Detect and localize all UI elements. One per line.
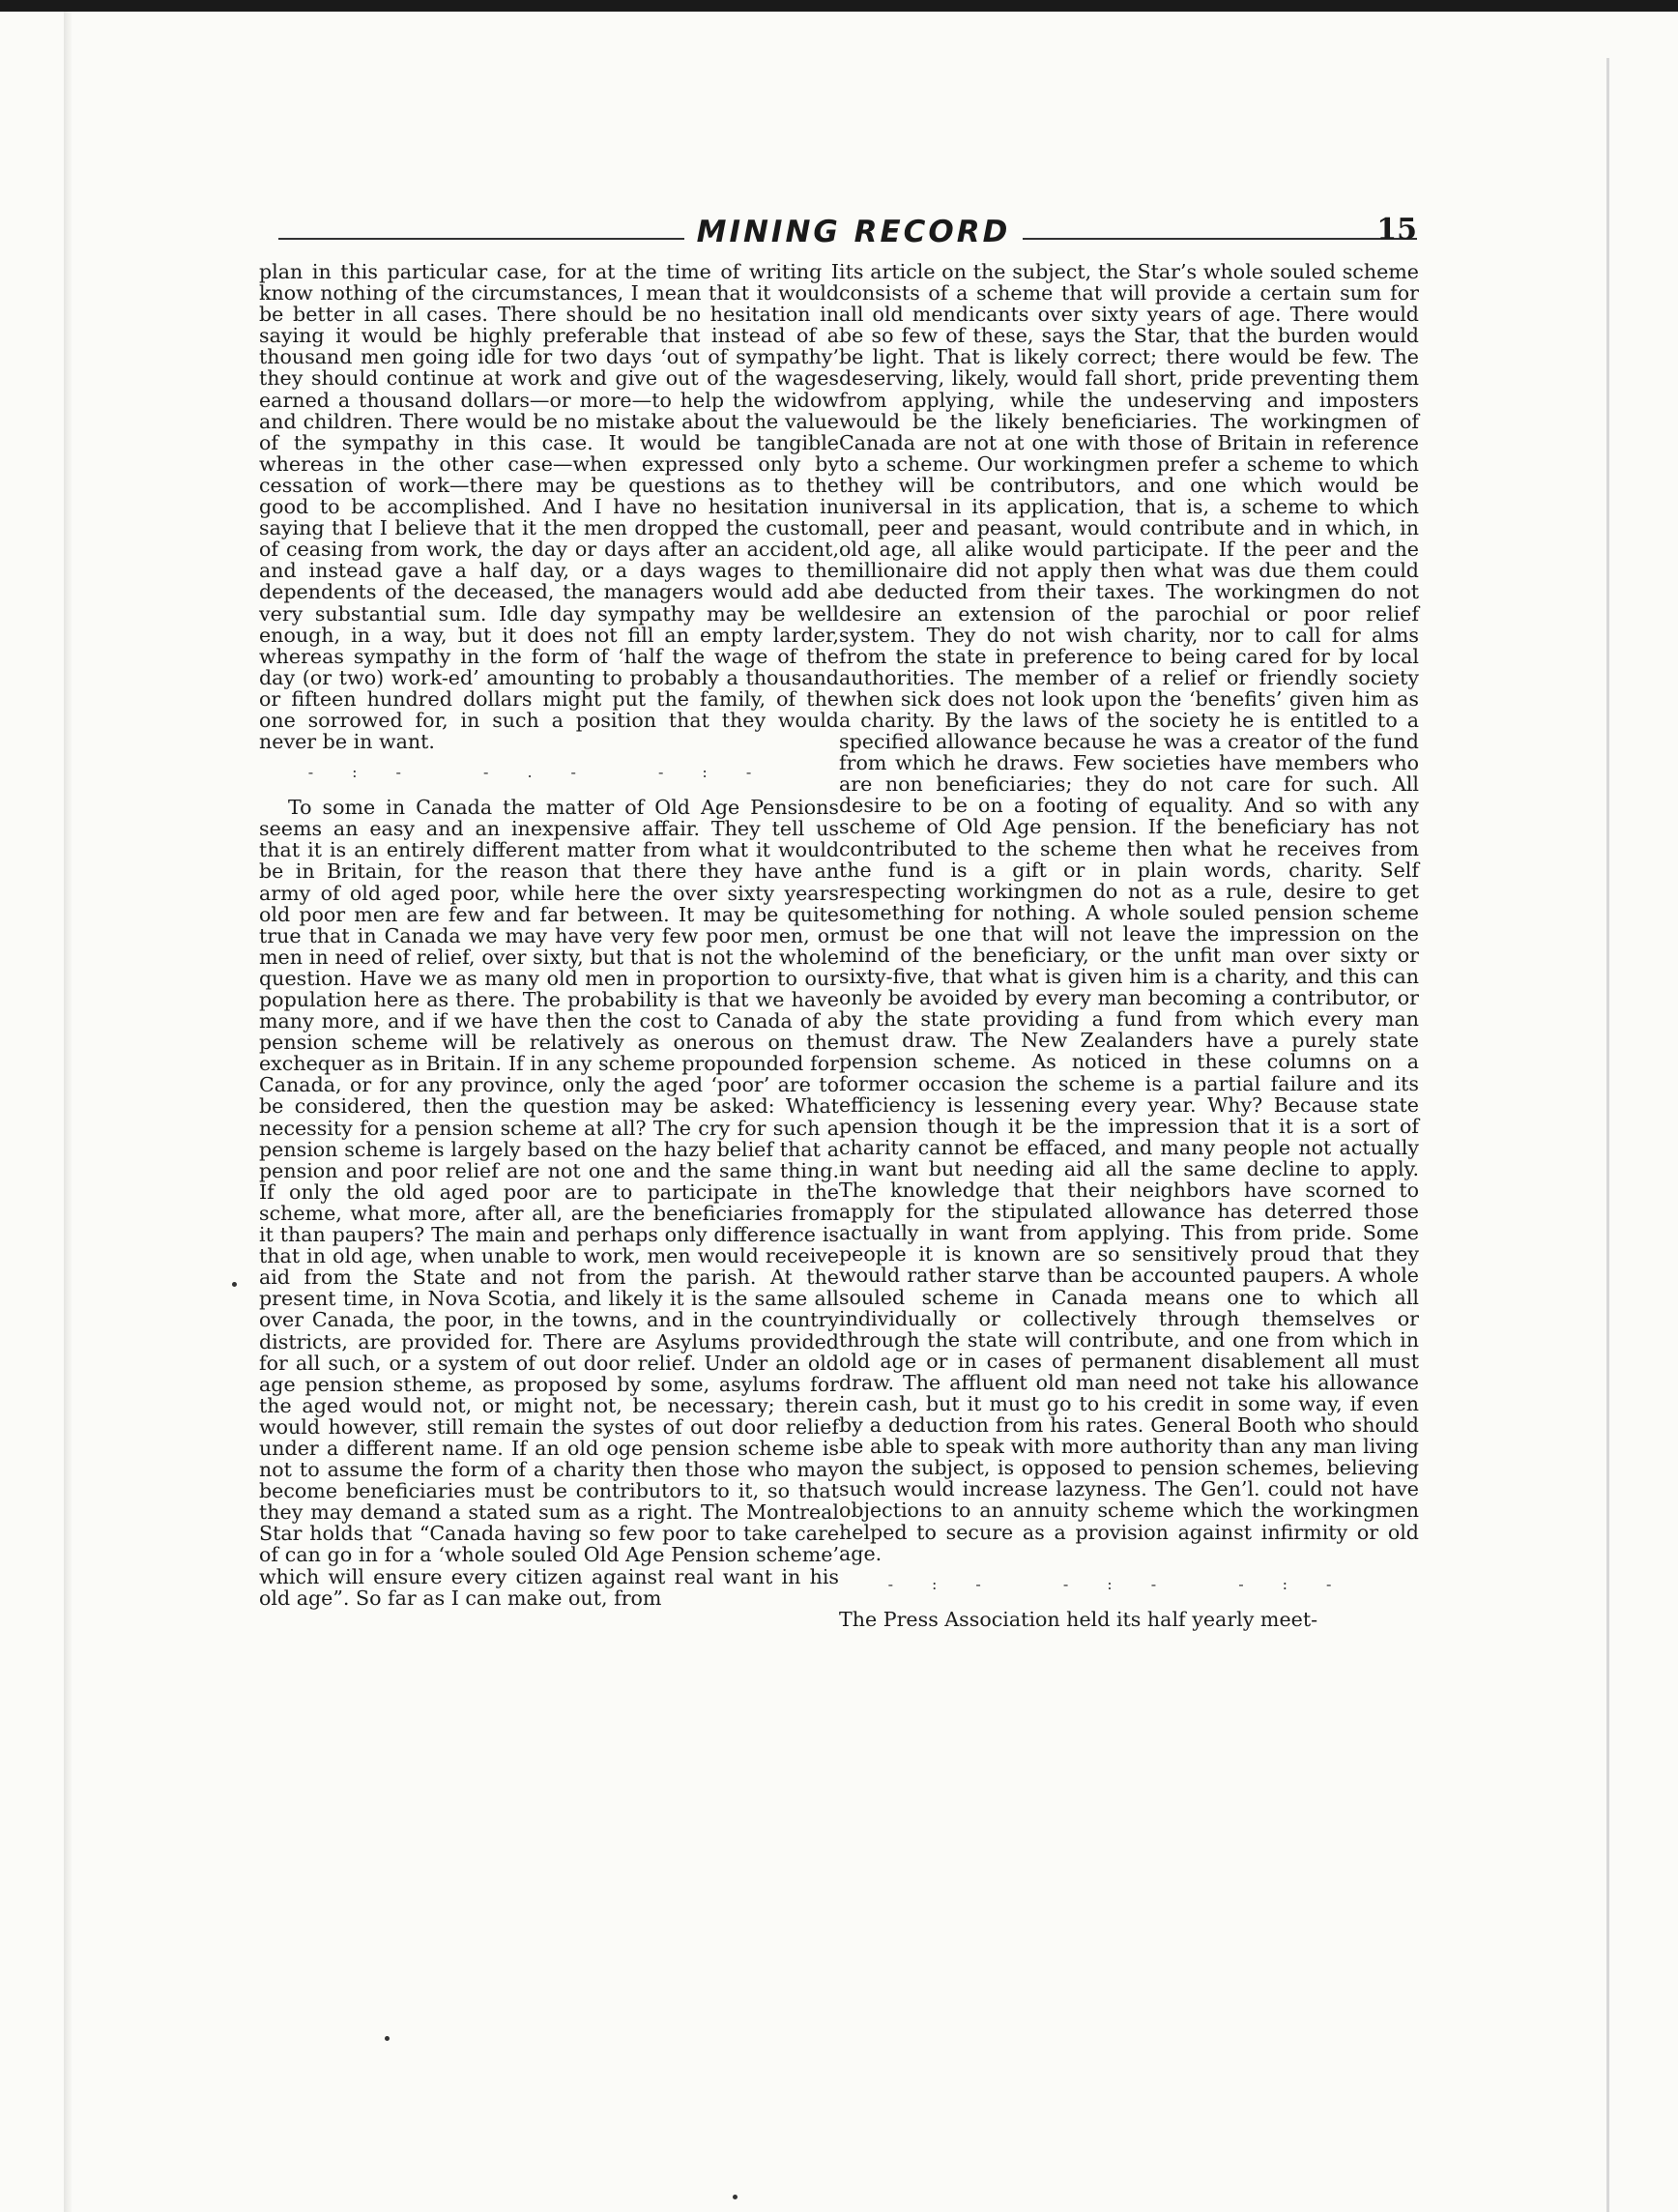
running-head <box>278 213 1417 253</box>
section-divider-right: -:- -:- -:- <box>887 1574 1371 1593</box>
page-binding-edge <box>64 12 72 2212</box>
section-divider-left: -:- -.- -:- <box>307 763 791 782</box>
page-right-edge <box>1606 58 1609 2212</box>
journal-title: MINING RECORD <box>696 215 1011 249</box>
page-number: 15 <box>1376 213 1417 247</box>
header-rule-left <box>278 238 684 240</box>
margin-speck <box>733 2195 738 2199</box>
scan-top-border <box>0 0 1678 12</box>
margin-speck <box>232 1282 237 1287</box>
right-paragraph-pension-scheme: its article on the subject, the Star’s whole souled scheme consists of a scheme that will provide a certain sum for all old mendicants over sixty years of age. There would be so few of these, says the Star, that the burden would be light. That is likely correct; there would be few. The deserving, likely, would fall short, pride preventing them from applying, while the undeserving and imposters would be the likely beneficiaries. The workingmen of Canada are not at one with those of Britain in reference to a scheme. Our workingmen prefer a scheme to which they will be contributors, and one which would be universal in its application, that is, a scheme to which all, peer and peasant, would contribute and in which, in old age, all alike would participate. If the peer and the millionaire did not apply then what was due them could be deducted from their taxes. The workingmen do not desire an extension of the parochial or poor relief system. They do not wish charity, nor to call for alms from the state in preference to being cared for by local authorities. The member of a relief or friendly society when sick does not look upon the ‘benefits’ given him as a charity. By the laws of the society he is entitled to a specified allowance because he was a creator of the fund from which he draws. Few societies have members who are non beneficiaries; they do not care for such. All desire to be on a footing of equality. And so with any scheme of Old Age pension. If the beneficiary has not contributed to the scheme then what he receives from the fund is a gift or in plain words, charity. Self respecting workingmen do not as a rule, desire to get something for nothing. A whole souled pension scheme must be one that will not leave the impression on the mind of the beneficiary, or the unfit man over sixty or sixty-five, that what is given him is a charity, and this can only be avoided by every man becoming a contributor, or by the state providing a fund from which every man must draw. The New Zealanders have a purely state pension scheme. As noticed in these columns on a former occasion the scheme is a partial failure and its efficiency is lessening every year. Why? Because state pension though it be the impression that it is a sort of charity cannot be effaced, and many people not actually in want but needing aid all the same decline to apply. The knowledge that their neighbors have scorned to apply for the stipulated allowance has deterred those actually in want from applying. This from pride. Some people it is known are so sensitively proud that they would rather starve than be accounted paupers. A whole souled scheme in Canada means one to which all individually or collectively through themselves or through the state will contribute, and one from which in old age or in cases of permanent disablement all must draw. The affluent old man need not take his allowance in cash, but it must go to his credit in some way, if even by a deduction from his rates. General Booth who should be able to speak with more authority than any man living on the subject, is opposed to pension schemes, believing such would increase lazyness. The Gen’l. could not have objections to an annuity scheme which the workingmen helped to secure as a provision against infirmity or old age. <box>839 260 1419 1565</box>
left-paragraph-old-age-pensions: To some in Canada the matter of Old Age Pensions seems an easy and an inexpensive affair. They tell us that it is an entirely different matter from what it would be in Britain, for the reason that there they have an army of old aged poor, while here the over sixty years old poor men are few and far between. It may be quite true that in Canada we may have very few poor men, or men in need of relief, over sixty, but that is not the whole question. Have we as many old men in proportion to our population here as there. The probability is that we have many more, and if we have then the cost to Canada of a pension scheme will be relatively as onerous on the exchequer as in Britain. If in any scheme propounded for Canada, or for any province, only the aged ‘poor’ are to be considered, then the question may be asked: What necessity for a pension scheme at all? The cry for such a pension scheme is largely based on the hazy belief that a pension and poor relief are not one and the same thing. If only the old aged poor are to participate in the scheme, what more, after all, are the beneficiaries from it than paupers? The main and perhaps only difference is that in old age, when unable to work, men would receive aid from the State and not from the parish. At the present time, in Nova Scotia, and likely it is the same all over Canada, the poor, in the towns, and in the country districts, are provided for. There are Asylums provided for all such, or a system of out door relief. Under an old age pension stheme, as proposed by some, asylums for the aged would not, or might not, be necessary; there would however, still remain the systes of out door relief under a different name. If an old oge pension scheme is not to assume the form of a charity then those who may become beneficiaries must be contributors to it, so that they may demand a stated sum as a right. The Montreal Star holds that “Canada having so few poor to take care of can go in for a ‘whole souled Old Age Pension scheme’ which will ensure every citizen against real want in his old age”. So far as I can make out, from <box>259 796 839 1610</box>
left-paragraph-sympathy: plan in this particular case, for at the time of writing I know nothing of the circumstances, I mean that it would be better in all cases. There should be no hesitation in saying it would be highly preferable that instead of a thousand men going idle for two days ‘out of sympathy’ they should continue at work and give out of the wages earned a thousand dollars—or more—to help the widow and children. There would be no mistake about the value of the sympathy in this case. It would be tangible whereas in the other case—when expressed only by cessation of work—there may be questions as to the good to be accomplished. And I have no hesitation in saying that I believe that it the men dropped the custom of ceasing from work, the day or days after an accident, and instead gave a half day, or a days wages to the dependents of the deceased, the managers would add a very substantial sum. Idle day sympathy may be well enough, in a way, but it does not fill an empty larder, whereas sympathy in the form of ‘half the wage of the day (or two) work-ed’ amounting to probably a thousand or fifteen hundred dollars might put the family, of the one sorrowed for, in such a position that they would never be in want. <box>259 260 839 754</box>
right-paragraph-press-association: The Press Association held its half yearly meet- <box>839 1607 1318 1631</box>
margin-speck <box>385 2036 390 2041</box>
right-column <box>839 261 1419 2001</box>
left-column <box>259 261 839 2001</box>
